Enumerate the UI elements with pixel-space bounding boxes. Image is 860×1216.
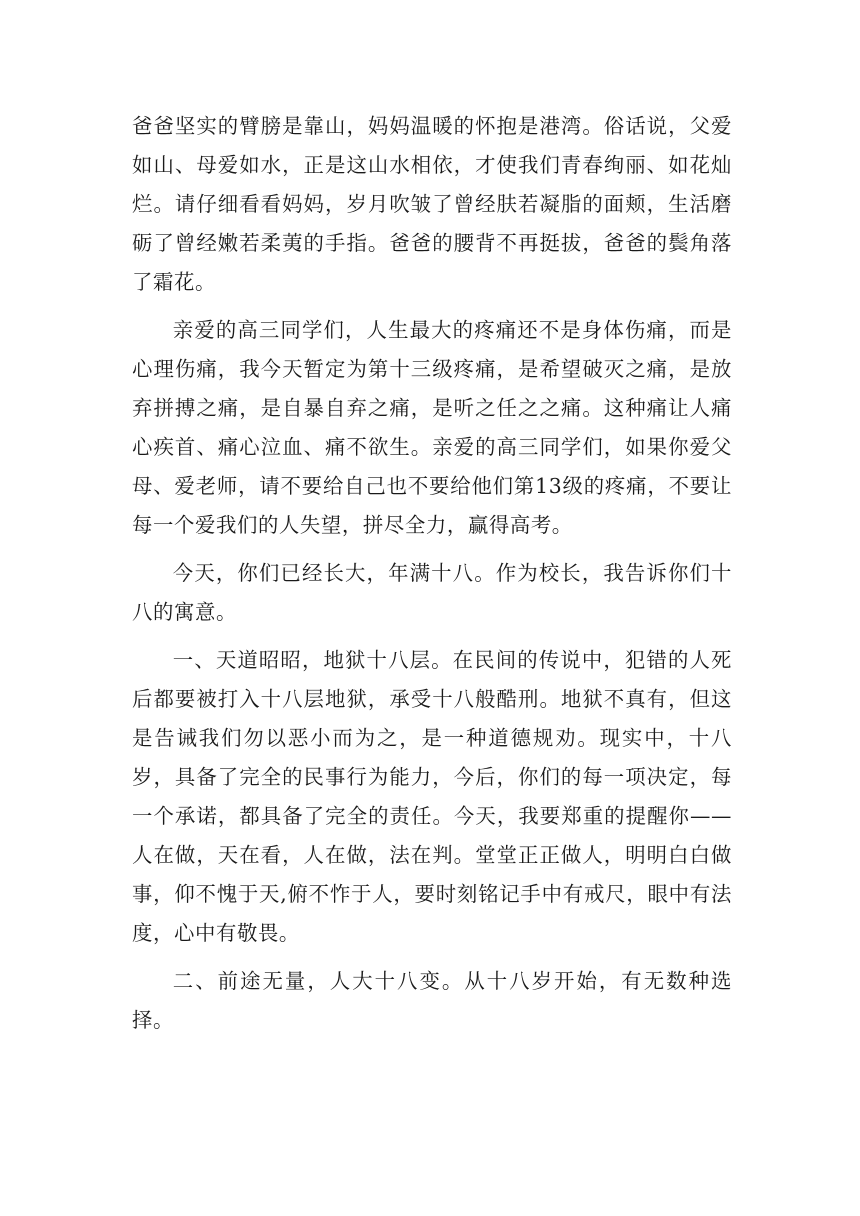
paragraph-parents-love: 爸爸坚实的臂膀是靠山，妈妈温暖的怀抱是港湾。俗话说，父爱如山、母爱如水，正是这山水相依，才使我们青春绚丽、如花灿烂。请仔细看看妈妈，岁月吹皱了曾经肤若凝脂的面颊，生活磨砺了曾经嫩若柔荑的手指。爸爸的腰背不再挺拔，爸爸的鬓角落了霜花。 bbox=[132, 114, 732, 294]
document-body bbox=[132, 107, 732, 1040]
paragraph-eighteen-meaning: 今天，你们已经长大，年满十八。作为校长，我告诉你们十八的寓意。 bbox=[132, 561, 732, 624]
paragraph-point-one: 一、天道昭昭，地狱十八层。在民间的传说中，犯错的人死后都要被打入十八层地狱，承受十八般酷刑。地狱不真有，但这是告诫我们勿以恶小而为之，是一种道德规劝。现实中，十八岁，具备了完全的民事行为能力，今后，你们的每一项决定，每一个承诺，都具备了完全的责任。今天，我要郑重的提醒你——人在做，天在看，人在做，法在判。堂堂正正做人，明明白白做事，仰不愧于天,俯不怍于人，要时刻铭记手中有戒尺，眼中有法度，心中有敬畏。 bbox=[132, 648, 732, 945]
paragraph-point-two: 二、前途无量，人大十八变。从十八岁开始，有无数种选择。 bbox=[132, 969, 732, 1032]
paragraph-thirteenth-pain: 亲爱的高三同学们，人生最大的疼痛还不是身体伤痛，而是心理伤痛，我今天暂定为第十三级疼痛，是希望破灭之痛，是放弃拼搏之痛，是自暴自弃之痛，是听之任之之痛。这种痛让人痛心疾首、痛心泣血、痛不欲生。亲爱的高三同学们，如果你爱父母、爱老师，请不要给自己也不要给他们第13级的疼痛，不要让每一个爱我们的人失望，拼尽全力，赢得高考。 bbox=[132, 318, 732, 537]
